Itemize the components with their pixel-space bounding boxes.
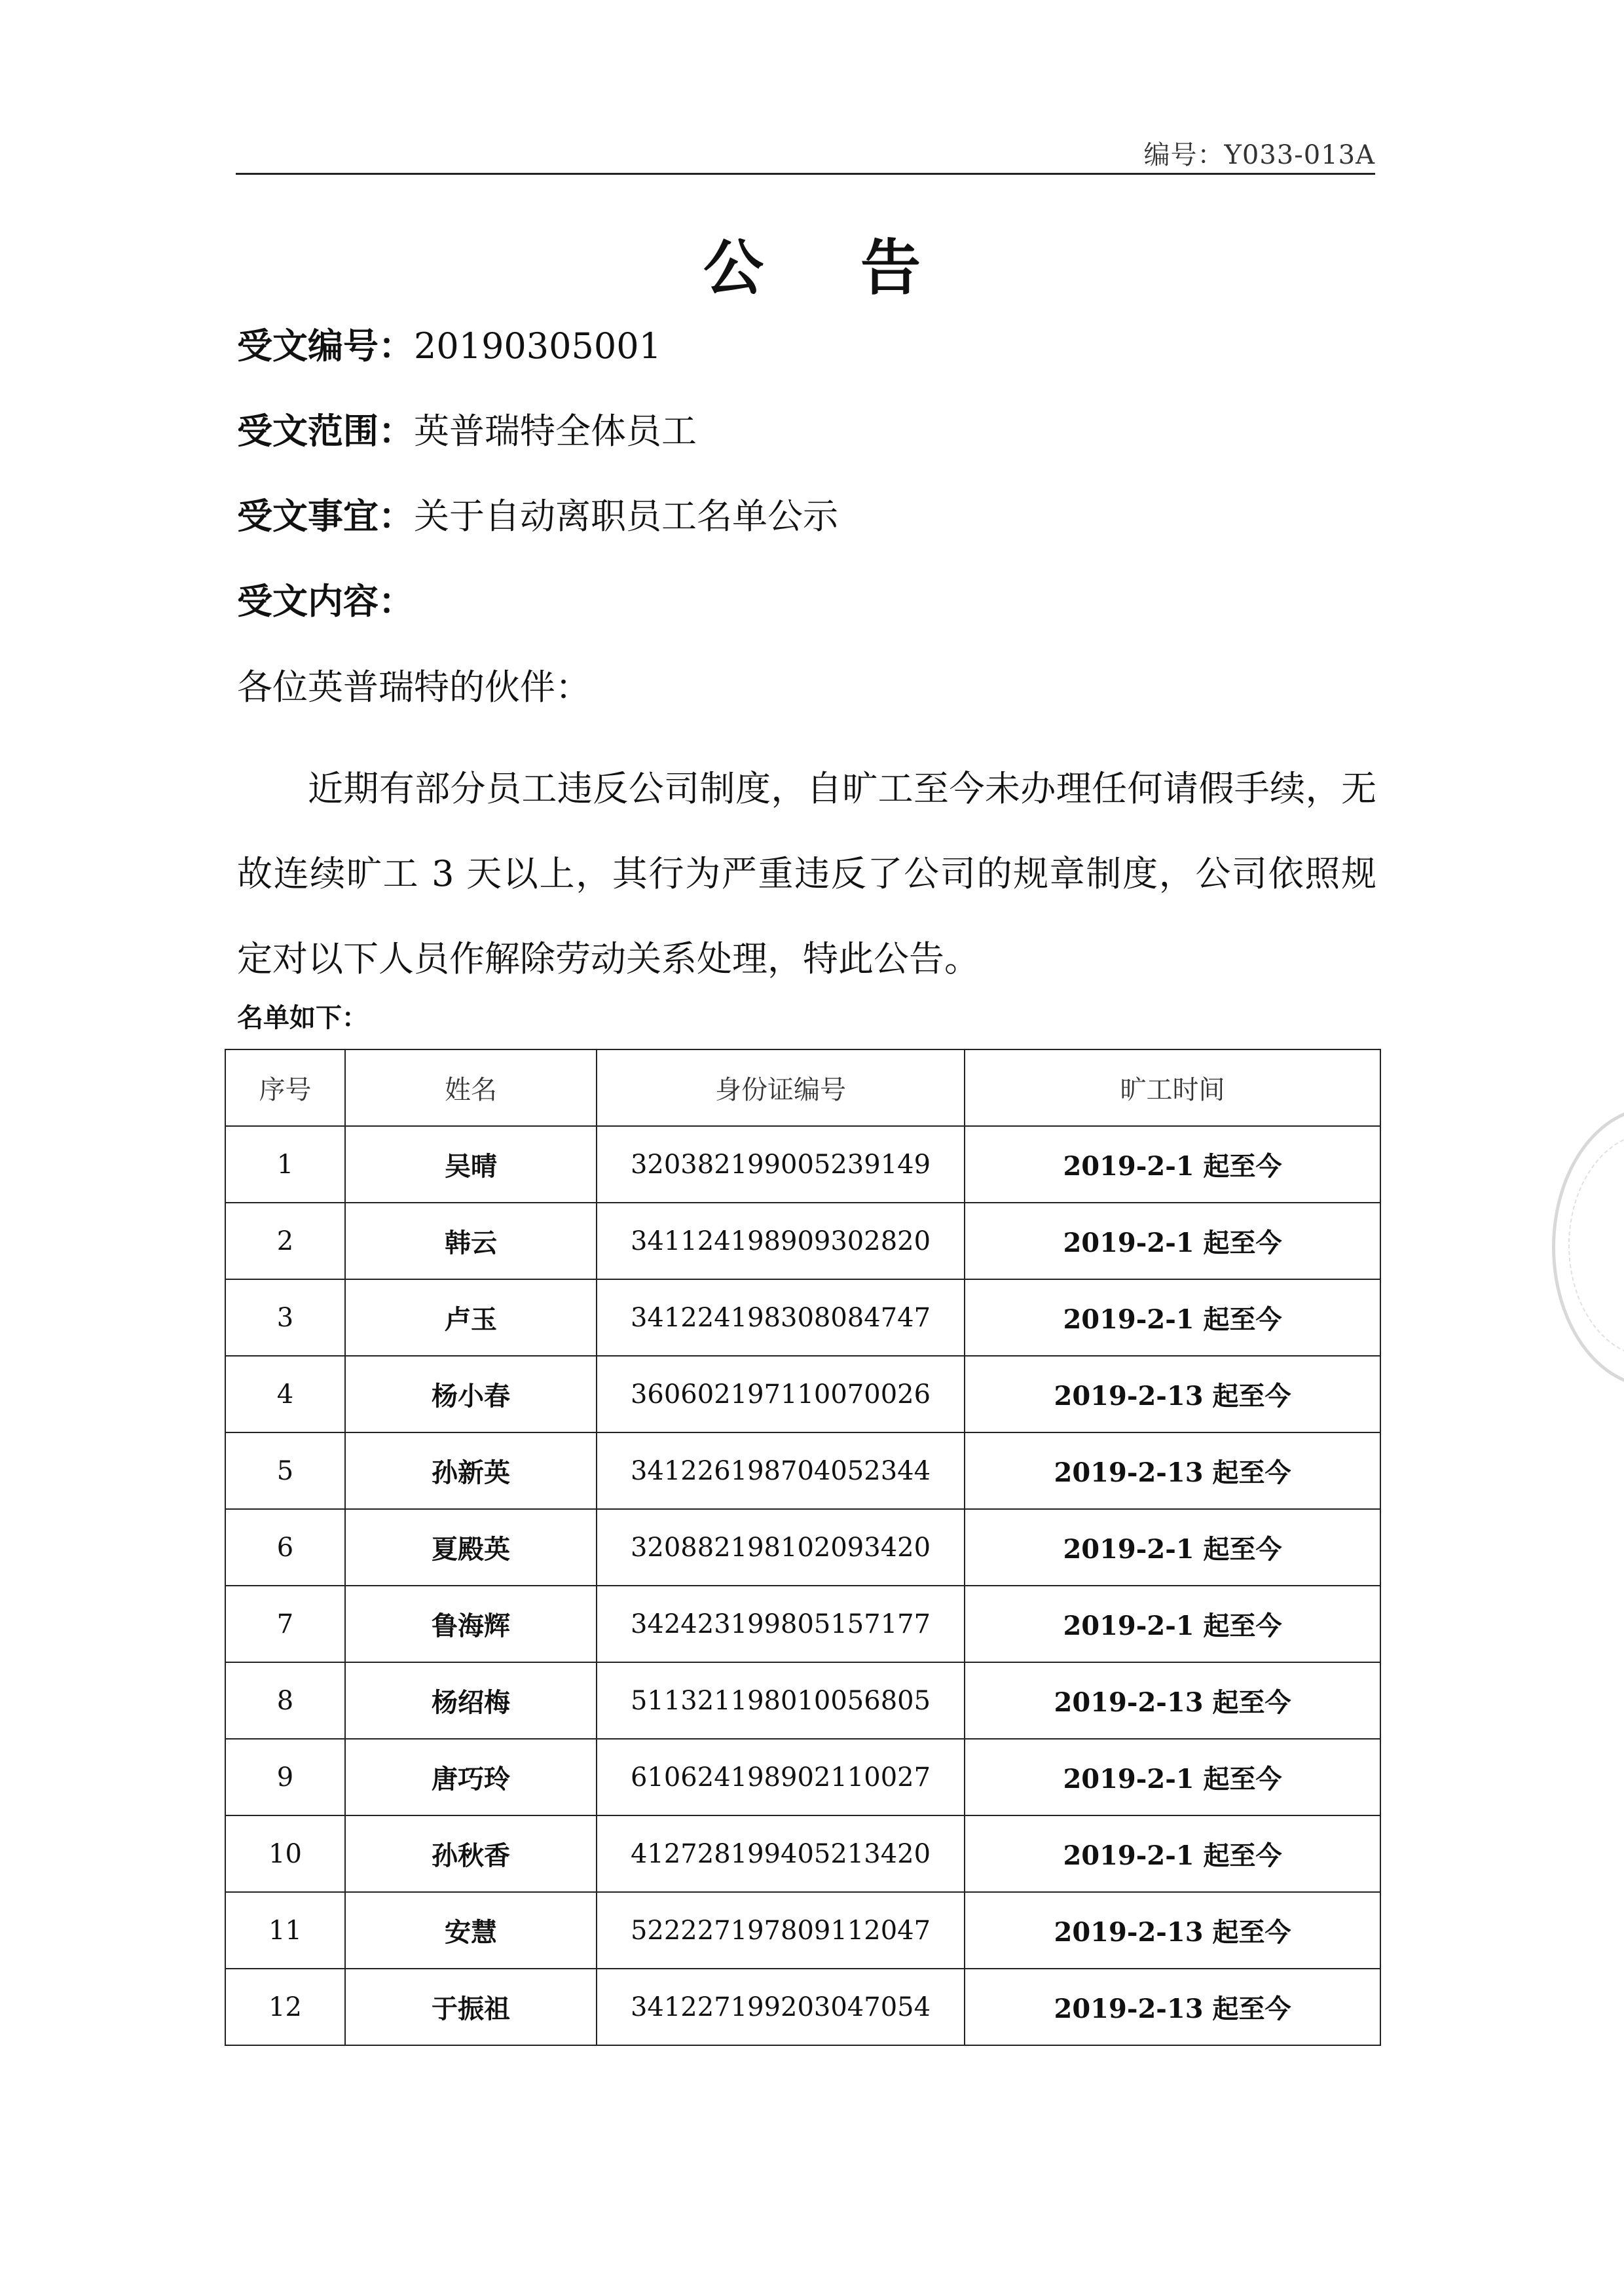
meta-scope-label: 受文范围： — [237, 410, 414, 452]
cell-id: 342423199805157177 — [597, 1586, 965, 1662]
meta-subject-value: 关于自动离职员工名单公示 — [414, 496, 838, 537]
cell-date: 2019-2-13 起至今 — [965, 1892, 1380, 1969]
cell-no: 10 — [225, 1815, 345, 1892]
cell-no: 5 — [225, 1432, 345, 1509]
header-divider — [236, 173, 1375, 175]
meta-number-value: 20190305001 — [414, 325, 661, 367]
cell-no: 8 — [225, 1662, 345, 1739]
document-number: 编号：Y033-013A — [1143, 140, 1375, 170]
meta-number-label: 受文编号： — [237, 325, 414, 367]
table-row — [225, 1356, 1380, 1432]
meta-content-row — [237, 575, 414, 627]
table-row — [225, 1432, 1380, 1509]
table-row — [225, 1126, 1380, 1203]
cell-no: 2 — [225, 1203, 345, 1279]
table-row — [225, 1739, 1380, 1815]
cell-name: 卢玉 — [345, 1279, 597, 1356]
cell-name: 孙新英 — [345, 1432, 597, 1509]
body-paragraph: 近期有部分员工违反公司制度，自旷工至今未办理任何请假手续，无故连续旷工 3 天以上，其行为严重违反了公司的规章制度，公司依照规定对以下人员作解除劳动关系处理，特此公告。 — [237, 768, 1376, 979]
cell-id: 320382199005239149 — [597, 1126, 965, 1203]
cell-name: 鲁海辉 — [345, 1586, 597, 1662]
cell-date: 2019-2-1 起至今 — [965, 1815, 1380, 1892]
cell-name: 杨小春 — [345, 1356, 597, 1432]
cell-no: 4 — [225, 1356, 345, 1432]
cell-name: 吴晴 — [345, 1126, 597, 1203]
cell-no: 7 — [225, 1586, 345, 1662]
cell-date: 2019-2-1 起至今 — [965, 1279, 1380, 1356]
header-name: 姓名 — [345, 1049, 597, 1126]
cell-name: 韩云 — [345, 1203, 597, 1279]
table-row — [225, 1279, 1380, 1356]
cell-name: 夏殿英 — [345, 1509, 597, 1586]
cell-id: 522227197809112047 — [597, 1892, 965, 1969]
header-no: 序号 — [225, 1049, 345, 1126]
cell-name: 孙秋香 — [345, 1815, 597, 1892]
cell-date: 2019-2-13 起至今 — [965, 1432, 1380, 1509]
cell-name: 安慧 — [345, 1892, 597, 1969]
meta-number-row — [237, 319, 661, 372]
cell-no: 6 — [225, 1509, 345, 1586]
cell-date: 2019-2-1 起至今 — [965, 1586, 1380, 1662]
cell-date: 2019-2-1 起至今 — [965, 1739, 1380, 1815]
table-row — [225, 1662, 1380, 1739]
roster-table — [225, 1049, 1381, 2046]
meta-subject-label: 受文事宜： — [237, 495, 414, 537]
list-label: 名单如下： — [237, 1002, 368, 1033]
table-row — [225, 1586, 1380, 1662]
table-row — [225, 1203, 1380, 1279]
cell-id: 341224198308084747 — [597, 1279, 965, 1356]
table-header-row — [225, 1049, 1380, 1126]
table-row — [225, 1892, 1380, 1969]
cell-date: 2019-2-13 起至今 — [965, 1969, 1380, 2045]
meta-scope-row — [237, 405, 697, 457]
cell-no: 11 — [225, 1892, 345, 1969]
meta-scope-value: 英普瑞特全体员工 — [414, 410, 697, 452]
meta-content-label: 受文内容： — [237, 580, 414, 622]
table-row — [225, 1815, 1380, 1892]
salutation: 各位英普瑞特的伙伴： — [237, 666, 591, 708]
cell-no: 9 — [225, 1739, 345, 1815]
cell-name: 唐巧玲 — [345, 1739, 597, 1815]
table-row — [225, 1509, 1380, 1586]
cell-id: 360602197110070026 — [597, 1356, 965, 1432]
cell-date: 2019-2-1 起至今 — [965, 1126, 1380, 1203]
cell-date: 2019-2-13 起至今 — [965, 1356, 1380, 1432]
cell-name: 于振祖 — [345, 1969, 597, 2045]
table-row — [225, 1969, 1380, 2045]
cell-name: 杨绍梅 — [345, 1662, 597, 1739]
cell-id: 341226198704052344 — [597, 1432, 965, 1509]
cell-id: 511321198010056805 — [597, 1662, 965, 1739]
cell-date: 2019-2-13 起至今 — [965, 1662, 1380, 1739]
cell-id: 341124198909302820 — [597, 1203, 965, 1279]
cell-no: 3 — [225, 1279, 345, 1356]
cell-date: 2019-2-1 起至今 — [965, 1203, 1380, 1279]
cell-date: 2019-2-1 起至今 — [965, 1509, 1380, 1586]
meta-subject-row — [237, 490, 838, 542]
cell-id: 610624198902110027 — [597, 1739, 965, 1815]
cell-id: 412728199405213420 — [597, 1815, 965, 1892]
cell-no: 1 — [225, 1126, 345, 1203]
header-id: 身份证编号 — [597, 1049, 965, 1126]
page-title: 公 告 — [703, 232, 959, 303]
cell-id: 320882198102093420 — [597, 1509, 965, 1586]
header-date: 旷工时间 — [965, 1049, 1380, 1126]
cell-id: 341227199203047054 — [597, 1969, 965, 2045]
cell-no: 12 — [225, 1969, 345, 2045]
